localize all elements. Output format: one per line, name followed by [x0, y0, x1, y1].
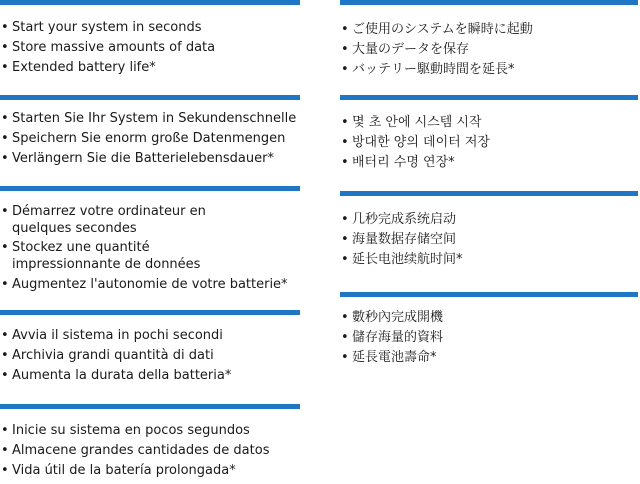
list-item: • Extended battery life* — [0, 58, 215, 78]
list-item: • バッテリー駆動時間を延長* — [340, 60, 533, 80]
feature-list-simplified-chinese — [340, 210, 463, 270]
feature-list-italian — [0, 326, 231, 386]
section-divider — [0, 186, 300, 191]
list-item: • 延長電池壽命* — [340, 348, 443, 368]
section-divider — [0, 404, 300, 409]
list-item: • Almacene grandes cantidades de datos — [0, 441, 269, 461]
list-item: • Store massive amounts of data — [0, 38, 215, 58]
section-divider — [340, 191, 638, 196]
list-item: • Stockez une quantité impressionnante de données — [0, 239, 220, 273]
list-item: • Speichern Sie enorm große Datenmengen — [0, 129, 296, 149]
feature-list-traditional-chinese — [340, 308, 443, 368]
list-item: • Augmentez l'autonomie de votre batterie* — [0, 275, 220, 295]
list-item: • 儲存海量的資料 — [340, 328, 443, 348]
list-item: • 배터리 수명 연장* — [340, 153, 490, 173]
list-item: • Vida útil de la batería prolongada* — [0, 461, 269, 481]
list-item: • 海量数据存储空间 — [340, 230, 463, 250]
section-divider — [0, 95, 300, 100]
list-item: • Start your system in seconds — [0, 18, 215, 38]
section-divider — [0, 0, 300, 5]
feature-list-spanish — [0, 421, 269, 481]
list-item: • 大量のデータを保存 — [340, 40, 533, 60]
list-item: • Avvia il sistema in pochi secondi — [0, 326, 231, 346]
feature-list-korean — [340, 113, 490, 173]
list-item: • Aumenta la durata della batteria* — [0, 366, 231, 386]
feature-list-japanese — [340, 20, 533, 80]
list-item: • 几秒完成系统启动 — [340, 210, 463, 230]
feature-list-french — [0, 203, 288, 295]
list-item: • 몇 초 안에 시스템 시작 — [340, 113, 490, 133]
list-item: • Archivia grandi quantità di dati — [0, 346, 231, 366]
list-item: • Inicie su sistema en pocos segundos — [0, 421, 269, 441]
list-item: • Starten Sie Ihr System in Sekundenschnelle — [0, 109, 296, 129]
section-divider — [340, 95, 638, 100]
list-item: • Démarrez votre ordinateur en quelques secondes — [0, 203, 220, 237]
list-item: • 延长电池续航时间* — [340, 250, 463, 270]
list-item: • ご使用のシステムを瞬時に起動 — [340, 20, 533, 40]
section-divider — [340, 292, 638, 297]
list-item: • 방대한 양의 데이터 저장 — [340, 133, 490, 153]
section-divider — [340, 0, 638, 5]
list-item: • 數秒內完成開機 — [340, 308, 443, 328]
list-item: • Verlängern Sie die Batterielebensdauer* — [0, 149, 296, 169]
feature-list-german — [0, 109, 296, 169]
feature-list-english — [0, 18, 215, 78]
section-divider — [0, 310, 300, 315]
